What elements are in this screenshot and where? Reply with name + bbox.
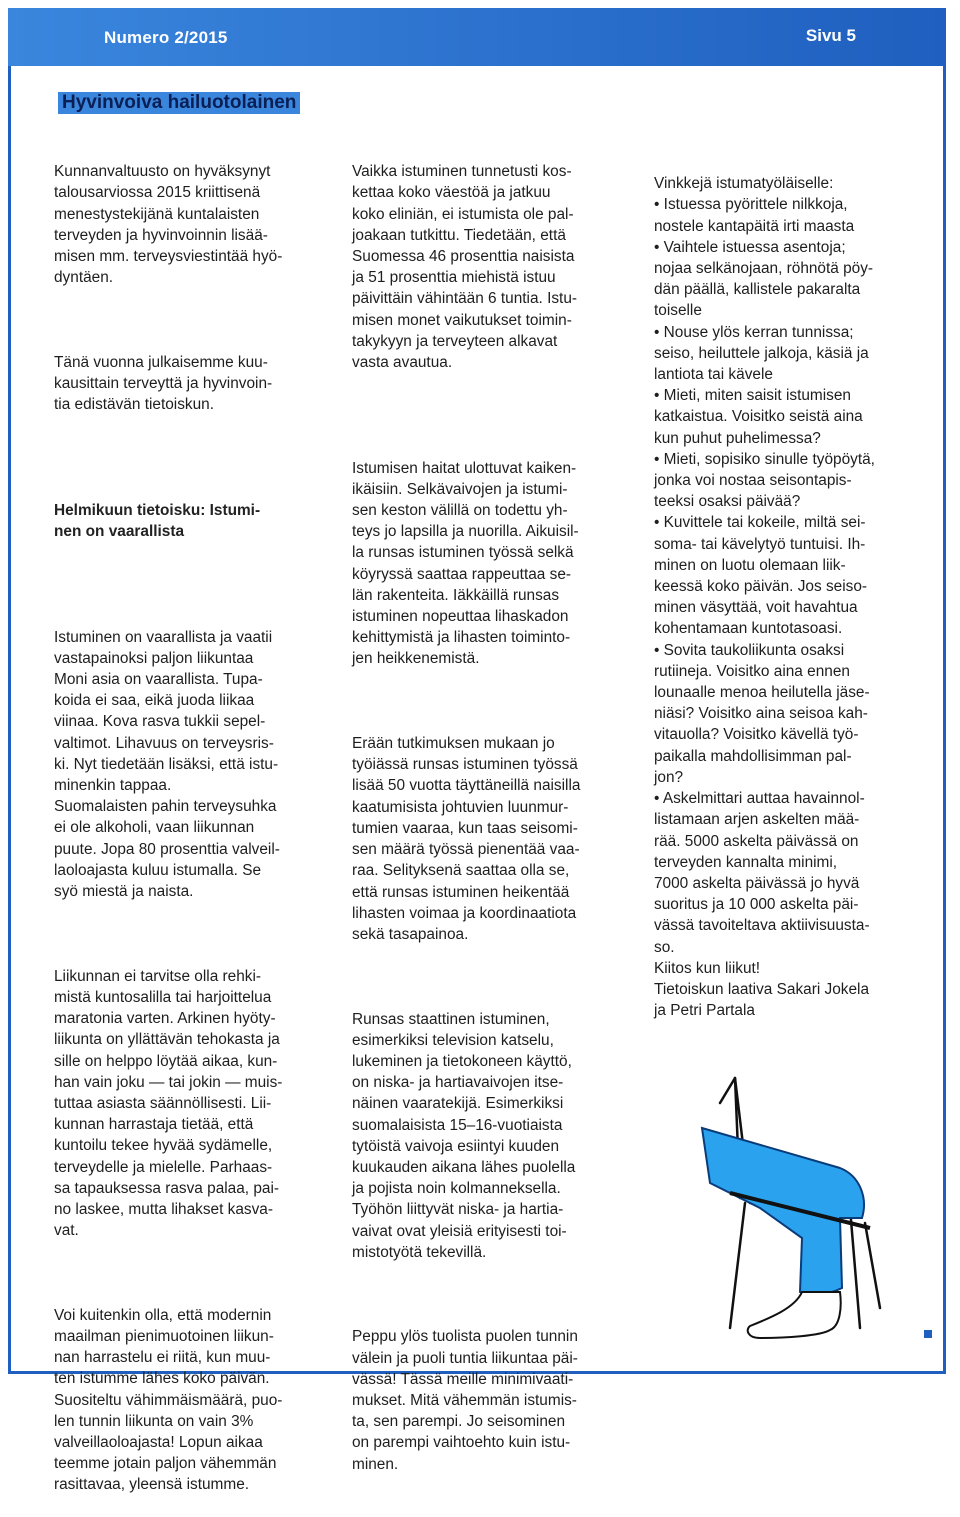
corner-mark (924, 1330, 932, 1338)
trousers-shape (702, 1128, 864, 1295)
paragraph: Istumisen haitat ulottuvat kaiken- ikäisiin. Selkävaivojen ja istumi- sen keston välillä on todettu yh- teys jo lapsilla ja nuorilla. Aikuisil- la runsas istuminen työssä selkä köyryssä saattaa rappeuttaa se- län rakenteita. Iäkkäillä runsas istuminen nopeuttaa lihaskadon kehittymistä ja lihasten toiminto- jen heikkenemistä. (352, 459, 579, 668)
foot-shape (748, 1292, 841, 1338)
subheading: Helmikuun tietoisku: Istumi- nen on vaarallista (54, 501, 261, 541)
issue-number: Numero 2/2015 (104, 28, 228, 47)
article-title: Hyvinvoiva hailuotolainen (58, 92, 300, 114)
paragraph: Runsas staattinen istuminen, esimerkiksi television katselu, lukeminen ja tietokoneen käyttö, on niska- ja hartiavaivojen itse- näinen vaaratekijä. Esimerkiksi suomalaisista 15–16-vuotiaista tytöistä vaivoja esiintyi kuuden kuukauden aikana lähes puolella ja pojista noin kolmanneksella. Työhön liittyvät niska- ja hartia- vaivat ovat yleisiä erityisesti toi- mistotyötä tekevillä. (352, 1010, 576, 1261)
paragraph: Istuminen on vaarallista ja vaatii vastapainoksi paljon liikuntaa Moni asia on vaarallista. Tupa- koida ei saa, eikä juoda liikaa viinaa. Kova rasva tukkii sepel- valtimot. Lihavuus on terveysris- ki. Nyt tiedetään lisäksi, että istu- minenkin tappaa. Suomalaisten pahin terveysuhka ei ole alkoholi, vaan liikunnan puute. Jopa 80 prosenttia valveil- laoloajasta kuluu istumalla. Se syö miestä ja naista. (54, 628, 280, 901)
paragraph: Voi kuitenkin olla, että modernin maailman pienimuotoinen liikun- nan harrastelu ei riitä, kun muu- ten istumme lähes koko päivän. Suositeltu vähimmäismäärä, puo- len tunnin liikunta on vain 3% valveillaoloajasta! Lopun aikaa teemme jotain paljon vähemmän rasittavaa, yleensä istumme. (54, 1306, 283, 1494)
paragraph: Kunnanvaltuusto on hyväksynyt talousarviossa 2015 kriittisenä menestystekijänä kuntalaisten terveyden ja hyvinvoinnin lisää- misen mm. terveysviestintää hyö- dyntäen. (54, 163, 283, 287)
column-2 (352, 140, 620, 1496)
paragraph: Peppu ylös tuolista puolen tunnin välein ja puoli tuntia liikuntaa päi- vässä! Tässä meille minimivaati- mukset. Mitä vähemmän istumis- ta, sen parempi. Jo seisominen on parempi vaihtoehto kuin istu- minen. (352, 1328, 578, 1473)
paragraph: Tänä vuonna julkaisemme kuu- kausittain terveyttä ja hyvinvoin- tia edistävän tietoiskun. (54, 353, 273, 414)
sitting-person-illustration (690, 1008, 940, 1348)
paragraph: Vaikka istuminen tunnetusti kos- kettaa koko väestöä ja jatkuu koko eliniän, ei istumista ole pal- joakaan tutkittu. Tiedetään, että Suomessa 46 prosenttia naisista ja 51 prosenttia miehistä istuu päivittäin vähintään 6 tuntia. Istu- misen monet vaikutukset toimin- takykyyn ja terveyteen alkavat vasta avautua. (352, 163, 578, 372)
paragraph: Erään tutkimuksen mukaan jo työiässä runsas istuminen työssä lisää 50 vuotta täyttäneillä naisilla kaatumisista johtuvien luunmur- tumien vaaraa, kun taas seisomi- sen määrä työssä pienentää vaa- raa. Selityksenä saattaa olla se, että runsas istuminen heikentää lihasten voimaa ja koordinaatiota sekä tasapainoa. (352, 735, 581, 943)
column-1 (54, 140, 324, 1517)
column-3-tips (654, 152, 924, 1043)
page-number: Sivu 5 (805, 26, 856, 45)
paragraph: Liikunnan ei tarvitse olla rehki- mistä kuntosalilla tai harjoittelua maratonia varten. Arkinen hyöty- liikunta on yllättävän tehokasta ja sille on helppo löytää aikaa, kun- han vain joku — tai jokin — muis- tuttaa asiasta säännöllisesti. Lii- kunnan harrastaja tietää, että kuntoilu tekee hyvää sydämelle, terveydelle ja mielelle. Parhaas- sa tapauksessa rasva palaa, pai- no laskee, mutta lihakset kasva- vat. (54, 967, 283, 1240)
tips-list: Vinkkejä istumatyöläiselle: • Istuessa pyörittele nilkkoja, nostele kantapäitä irti maasta • Vaihtele istuessa asentoja; nojaa selkänojaan, röhnötä pöy- dän päällä, kallistele pakaralta toiselle • Nouse ylös kerran tunnissa; seiso, heiluttele jalkoja, käsiä ja lantiota tai kävele • Mieti, miten saisit istumisen katkaistua. Voisitko seistä aina kun puhut puhelimessa? • Mieti, sopisiko sinulle työpöytä, jonka voi nostaa seisontapis- teeksi osaksi päivää? • Kuvittele tai kokeile, miltä sei- soma- tai kävelytyö tuntuisi. Ih- minen on luotu olemaan liik- keessä koko päivän. Jos seiso- minen väsyttää, voit havahtua kohentamaan kuntotasoasi. • Sovita taukoliikunta osaksi rutiineja. Voisitko aina ennen lounaalle menoa heilutella jäse- niäsi? Voisitko aina seisoa kah- vitauolla? Voisitko kävellä työ- paikalla mahdollisimman pal- jon? • Askelmittari auttaa havainnol- listamaan arjen askelten mää- rää. 5000 askelta päivässä on terveyden kannalta minimi, 7000 askelta päivässä jo hyvä suoritus ja 10 000 askelta päi- vässä tavoiteltava aktiivisuusta- so. Kiitos kun liikut! Tietoiskun laativa Sakari Jokela ja Petri Partala (654, 175, 875, 1020)
